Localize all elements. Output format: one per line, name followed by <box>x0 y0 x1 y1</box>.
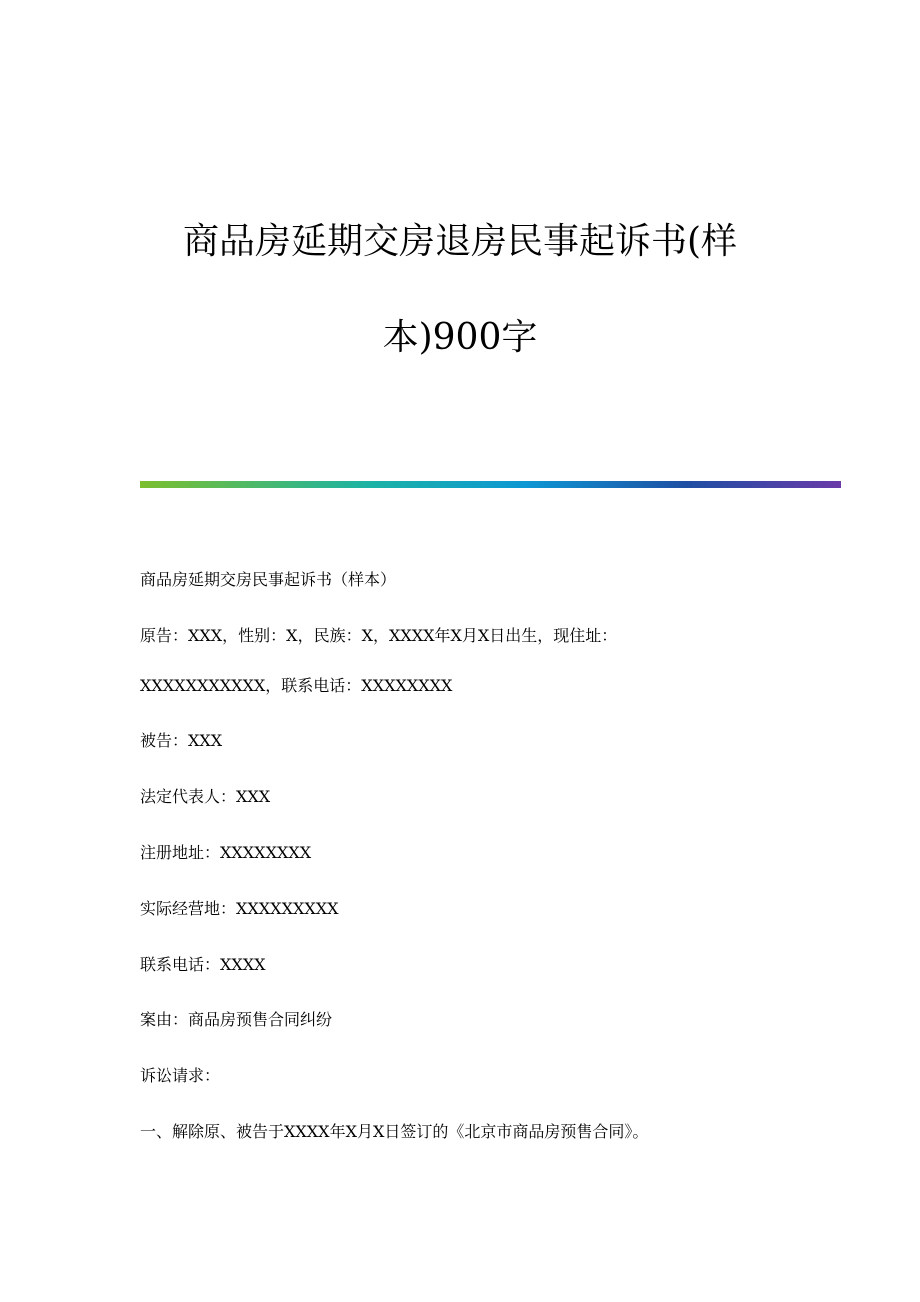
gradient-divider <box>140 481 841 488</box>
document-title-line-1: 商品房延期交房退房民事起诉书(样 <box>182 221 738 262</box>
legal-representative-line: 法定代表人：XXX <box>140 787 271 806</box>
defendant-phone-line: 联系电话：XXXX <box>140 955 266 974</box>
claim-item-1-line: 一、解除原、被告于XXXX年X月X日签订的《北京市商品房预售合同》。 <box>140 1122 649 1141</box>
business-address-line: 实际经营地：XXXXXXXXX <box>140 899 339 918</box>
document-title-line-2: 本)900字 <box>382 317 538 358</box>
plaintiff-line: 原告：XXX，性别：X，民族：X，XXXX年X月X日出生，现住址： <box>140 626 618 645</box>
registered-address-line: 注册地址：XXXXXXXX <box>140 843 312 862</box>
plaintiff-contact-line: XXXXXXXXXXX，联系电话：XXXXXXXX <box>140 676 453 695</box>
claims-heading-line: 诉讼请求： <box>140 1066 221 1085</box>
cause-of-action-line: 案由：商品房预售合同纠纷 <box>140 1010 333 1029</box>
heading-line: 商品房延期交房民事起诉书（样本） <box>140 570 397 589</box>
defendant-line: 被告：XXX <box>140 731 223 750</box>
